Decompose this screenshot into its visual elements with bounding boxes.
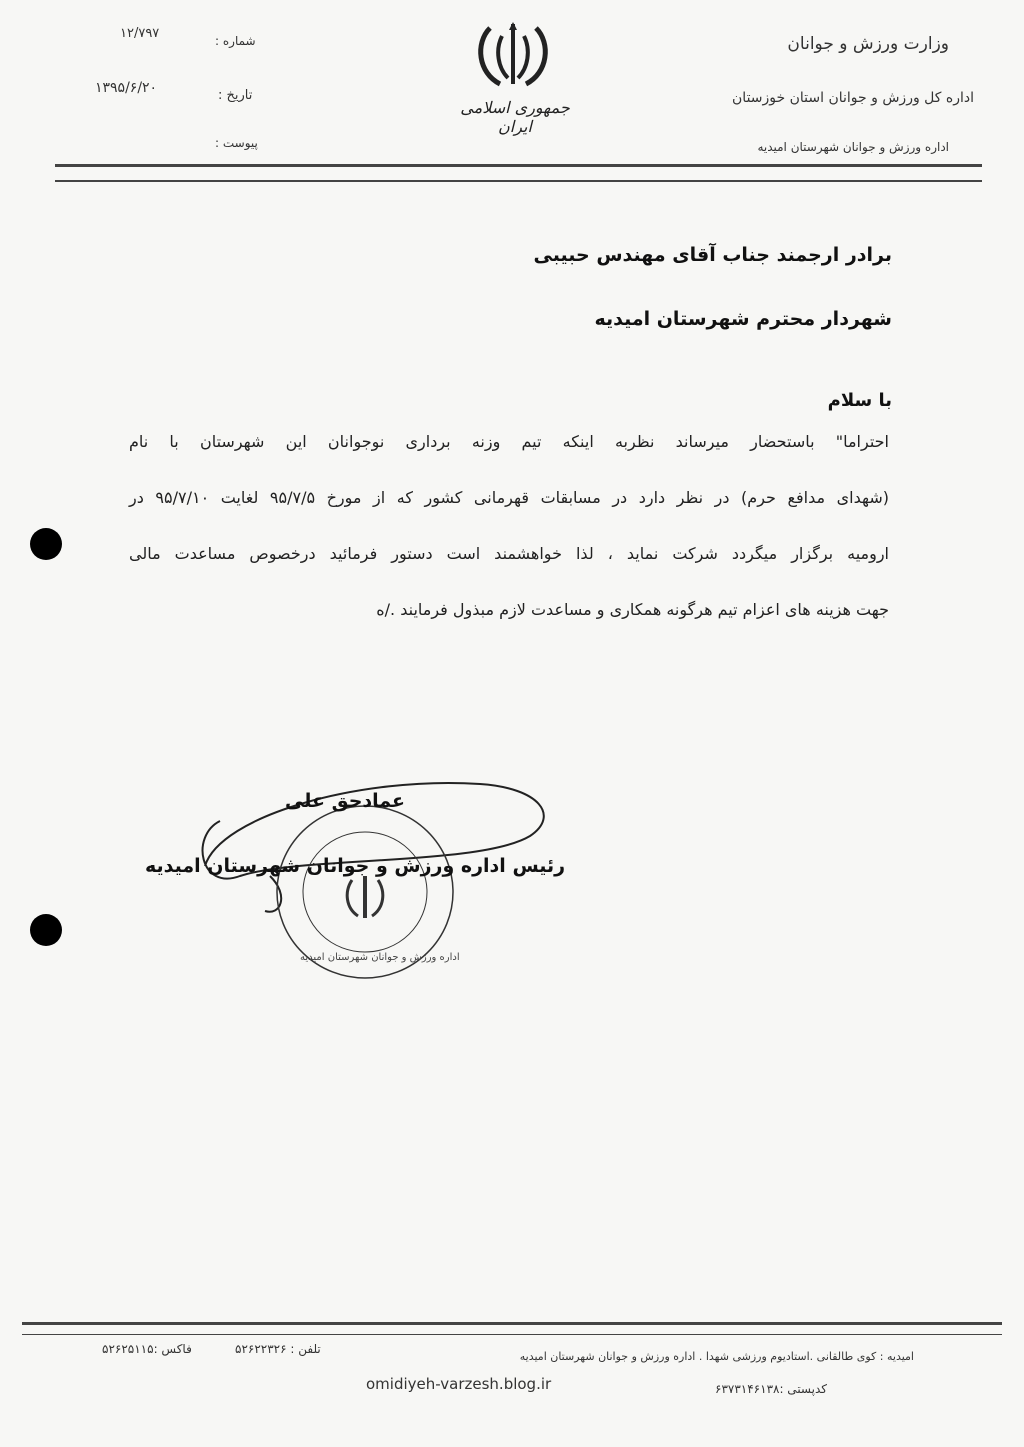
footer-address: امیدیه : کوی طالقانی .استادیوم ورزشی شهدا . اداره ورزش و جوانان شهرستان امیدیه xyxy=(519,1350,914,1363)
number-label: شماره : xyxy=(215,34,256,48)
body-line-1: احتراما" باستحضار میرساند نظربه اینکه تیم وزنه برداری نوجوانان این شهرستان با نام xyxy=(129,432,889,451)
body-line-4: جهت هزینه های اعزام تیم هرگونه همکاری و مساعدت لازم مبذول فرمایند ./ه xyxy=(376,600,889,619)
footer-rule-bottom xyxy=(22,1334,1002,1335)
header-rule-top xyxy=(55,164,982,167)
recipient-line2: شهردار محترم شهرستان امیدیه xyxy=(594,308,892,330)
date-value: ۱۳۹۵/۶/۲۰ xyxy=(95,80,158,96)
body-line-3: ارومیه برگزار میگردد شرکت نماید ، لذا خواهشمند است دستور فرمائید درخصوص مساعدت مالی xyxy=(129,544,889,563)
stamp-text: اداره ورزش و جوانان شهرستان امیدیه xyxy=(300,952,460,963)
attachment-label: پیوست : xyxy=(215,136,258,150)
signatory-name: عمادحق علی xyxy=(285,790,405,812)
office-name: اداره ورزش و جوانان شهرستان امیدیه xyxy=(757,140,949,154)
emblem-caption: جمهوری اسلامی ایران xyxy=(460,98,570,136)
directorate-name: اداره کل ورزش و جوانان استان خوزستان xyxy=(732,90,974,106)
body-line-2: (شهدای مدافع حرم) در نظر دارد در مسابقات قهرمانی کشور که از مورخ ۹۵/۷/۵ لغایت ۹۵/۷/۱۰ در xyxy=(129,488,889,507)
date-label: تاریخ : xyxy=(218,88,253,103)
iran-emblem-icon xyxy=(470,18,556,90)
header-rule-bottom xyxy=(55,180,982,182)
ministry-name: وزارت ورزش و جوانان xyxy=(787,34,949,54)
footer-postal-code: کدپستی :۶۳۷۳۱۴۶۱۳۸ xyxy=(715,1382,827,1396)
footer-rule-top xyxy=(22,1322,1002,1325)
signatory-title: رئیس اداره ورزش و جوانان شهرستان امیدیه xyxy=(145,855,566,877)
punch-hole-bottom xyxy=(30,914,62,946)
number-value: ۱۲/۷۹۷ xyxy=(120,26,160,41)
footer-phone: تلفن : ۵۲۶۲۲۳۲۶ xyxy=(235,1342,321,1356)
footer-fax: فاکس :۵۲۶۲۵۱۱۵ xyxy=(102,1342,192,1356)
recipient-line1: برادر ارجمند جناب آقای مهندس حبیبی xyxy=(533,244,892,266)
punch-hole-top xyxy=(30,528,62,560)
greeting: با سلام xyxy=(827,390,892,411)
footer-website: omidiyeh-varzesh.blog.ir xyxy=(366,1375,552,1393)
